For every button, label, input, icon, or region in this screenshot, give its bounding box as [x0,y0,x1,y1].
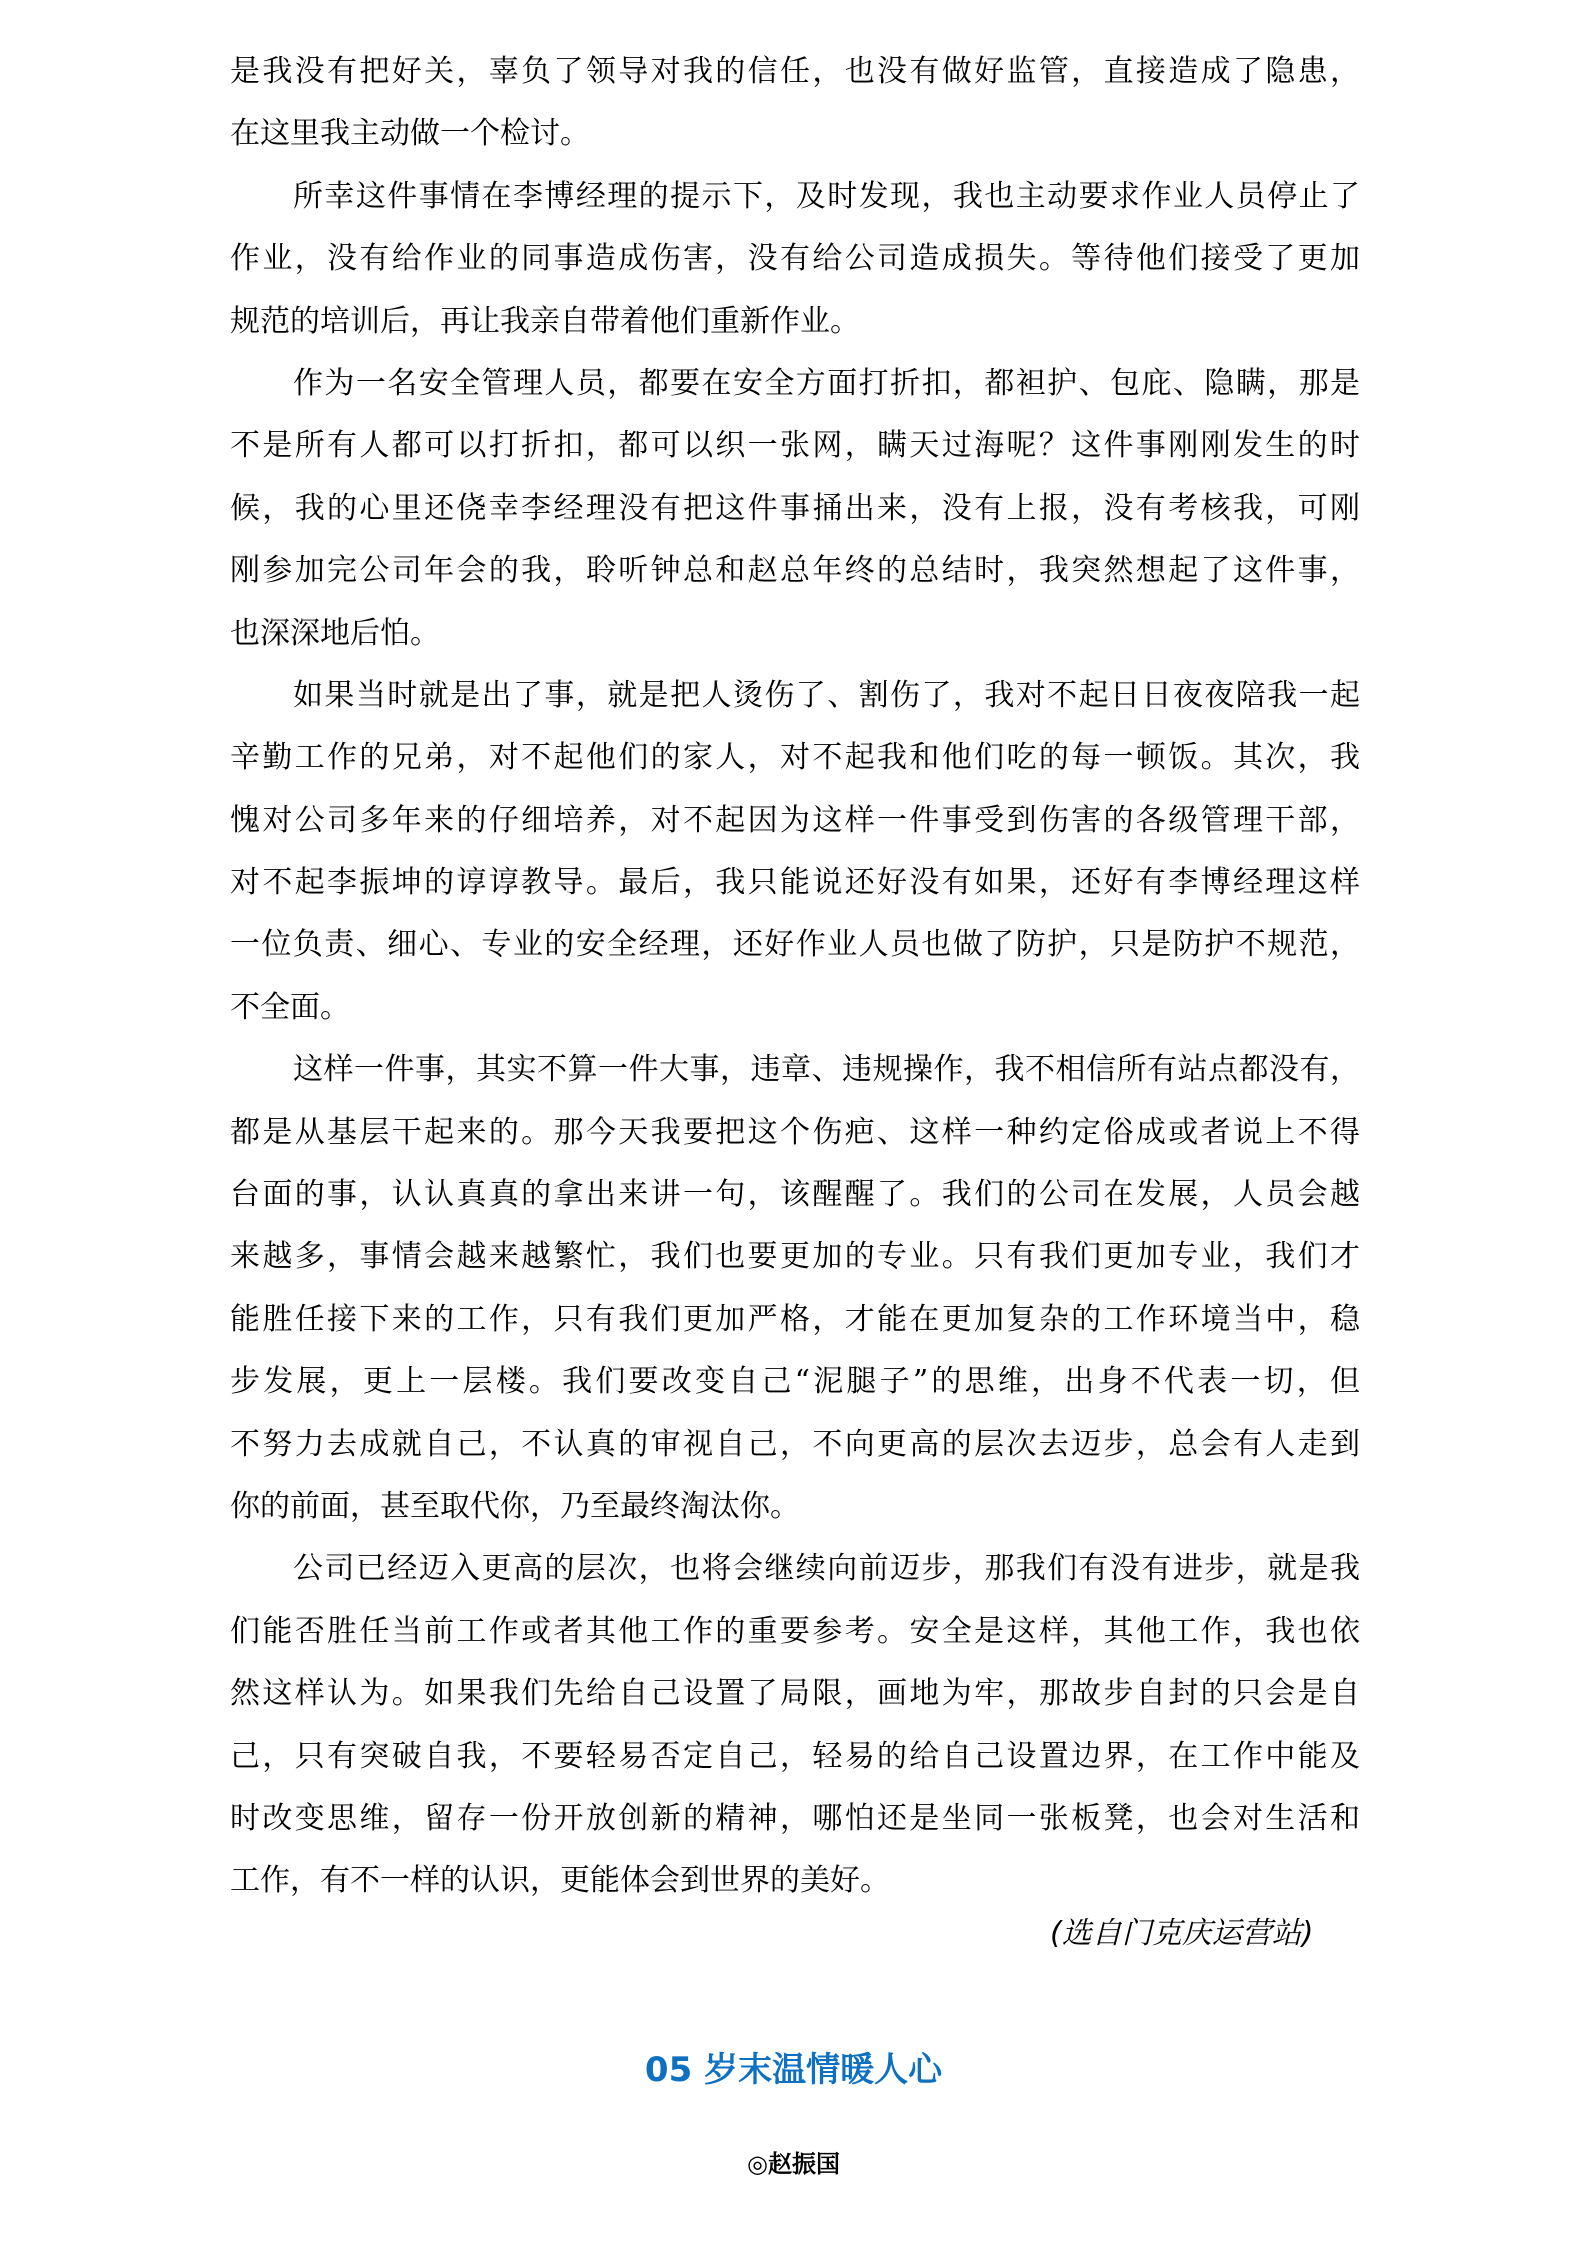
text-line: 来越多，事情会越来越繁忙，我们也要更加的专业。只有我们更加专业，我们才 [230,1239,1360,1275]
text-line: 公司已经迈入更高的层次，也将会继续向前迈步，那我们有没有进步，就是我 [293,1551,1360,1587]
paragraph [230,665,1360,1039]
text-line: 候，我的心里还侥幸李经理没有把这件事捅出来，没有上报，没有考核我，可刚 [230,490,1360,526]
text-line: 台面的事，认认真真的拿出来讲一句，该醒醒了。我们的公司在发展，人员会越 [230,1177,1360,1213]
text-line: 作业，没有给作业的同事造成伤害，没有给公司造成损失。等待他们接受了更加 [230,241,1360,277]
text-line: 能胜任接下来的工作，只有我们更加严格，才能在更加复杂的工作环境当中，稳 [230,1301,1360,1337]
text-line: 在这里我主动做一个检讨。 [230,116,590,152]
article-attribution: (选自门克庆运营站) [1050,1916,1314,1951]
section-heading: 05 岁末温情暖人心 [644,2050,943,2090]
text-line: 都是从基层干起来的。那今天我要把这个伤疤、这样一种约定俗成或者说上不得 [230,1114,1360,1150]
paragraph [230,353,1360,665]
text-line: 也深深地后怕。 [230,615,440,651]
paragraph [230,166,1360,353]
paragraph [230,41,1360,166]
text-line: 步发展，更上一层楼。我们要改变自己“泥腿子”的思维，出身不代表一切，但 [230,1364,1360,1400]
text-line: 然这样认为。如果我们先给自己设置了局限，画地为牢，那故步自封的只会是自 [230,1676,1360,1712]
text-line: 作为一名安全管理人员，都要在安全方面打折扣，都袒护、包庇、隐瞒，那是 [293,365,1360,401]
text-line: 工作，有不一样的认识，更能体会到世界的美好。 [230,1863,890,1899]
text-line: 刚参加完公司年会的我，聆听钟总和赵总年终的总结时，我突然想起了这件事， [230,553,1360,589]
text-line: 愧对公司多年来的仔细培养，对不起因为这样一件事受到伤害的各级管理干部， [230,802,1360,838]
text-line: 是我没有把好关，辜负了领导对我的信任，也没有做好监管，直接造成了隐患， [230,54,1360,89]
text-line: 你的前面，甚至取代你，乃至最终淘汰你。 [230,1488,800,1524]
text-line: 如果当时就是出了事，就是把人烫伤了、割伤了，我对不起日日夜夜陪我一起 [293,677,1360,713]
text-line: 不努力去成就自己，不认真的审视自己，不向更高的层次去迈步，总会有人走到 [230,1426,1360,1462]
text-line: 这样一件事，其实不算一件大事，违章、违规操作，我不相信所有站点都没有， [293,1052,1360,1088]
text-line: 己，只有突破自我，不要轻易否定自己，轻易的给自己设置边界，在工作中能及 [230,1738,1360,1774]
text-line: 不是所有人都可以打折扣，都可以织一张网，瞒天过海呢？这件事刚刚发生的时 [230,428,1360,464]
author-byline: ◎赵振国 [747,2149,840,2178]
text-line: 对不起李振坤的谆谆教导。最后，我只能说还好没有如果，还好有李博经理这样 [230,865,1360,901]
text-line: 不全面。 [230,989,350,1025]
text-line: 们能否胜任当前工作或者其他工作的重要参考。安全是这样，其他工作，我也依 [230,1613,1360,1649]
paragraph [230,1538,1360,1912]
text-line: 规范的培训后，再让我亲自带着他们重新作业。 [230,303,860,339]
article-body [230,41,1360,1913]
text-line: 时改变思维，留存一份开放创新的精神，哪怕还是坐同一张板凳，也会对生活和 [230,1800,1360,1836]
text-line: 所幸这件事情在李博经理的提示下，及时发现，我也主动要求作业人员停止了 [293,178,1360,214]
text-line: 一位负责、细心、专业的安全经理，还好作业人员也做了防护，只是防护不规范， [230,927,1360,963]
paragraph [230,1039,1360,1538]
text-line: 辛勤工作的兄弟，对不起他们的家人，对不起我和他们吃的每一顿饭。其次，我 [230,740,1360,776]
